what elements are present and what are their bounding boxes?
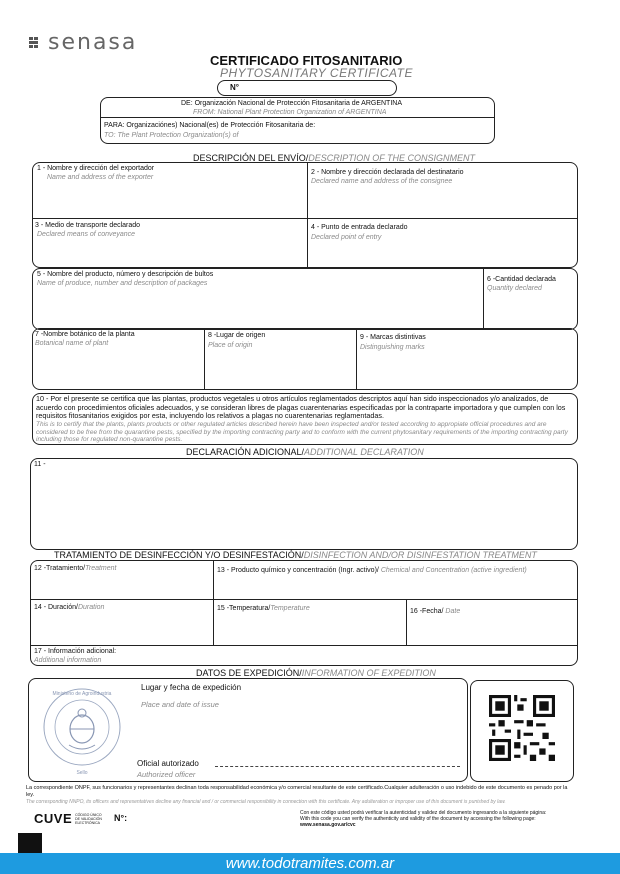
issue-heading-es: DATOS DE EXPEDICIÓN/ [196, 668, 302, 678]
field-13-label [217, 566, 527, 575]
cuve-logo [34, 811, 105, 826]
field-8-label-en: Place of origin [208, 342, 253, 349]
field-9-label-en: Distinguishing marks [360, 344, 425, 351]
certification-statement-box [32, 393, 578, 445]
field-14-en: Duration [77, 604, 105, 611]
qr-box [470, 680, 574, 782]
website-banner[interactable] [0, 853, 620, 874]
parties-divider-h [33, 218, 577, 219]
field-16-es: 16 -Fecha/ [410, 608, 444, 615]
field-5-label: 5 - Nombre del producto, número y descripción de bultos [37, 271, 214, 278]
treatment-divider-2 [406, 599, 407, 645]
field-8-label: 8 -Lugar de origen [208, 332, 266, 339]
additional-declaration-box[interactable] [30, 458, 578, 550]
additional-heading [186, 447, 424, 457]
field-4-label: 4 - Punto de entrada declarado [311, 224, 408, 231]
field-13-en: Chemical and Concentration (active ingredient) [380, 567, 527, 574]
issue-box [28, 678, 468, 782]
ministry-seal-icon [39, 683, 125, 779]
additional-heading-es: DECLARACIÓN ADICIONAL/ [186, 447, 305, 457]
to-label: PARA: Organizaciónes) Nacional(es) de Protección Fitosanitaria de: [104, 122, 316, 129]
field-12-en: Treatment [85, 565, 117, 572]
liability-text: La correspondiente ONPF, sus funcionarios y representantes declinan toda responsabilidad económica y/o comercial resultante de este certificado.Cualquier adulteración o uso indebido de este documento es penado por la ley. [26, 785, 568, 798]
field-1-label-en: Name and address of the exporter [47, 174, 154, 181]
origin-box [32, 328, 578, 390]
field-14-label [34, 603, 104, 612]
field-17-label: 17 - Información adicional: [34, 648, 117, 655]
logo-text: senasa [48, 30, 138, 55]
origin-divider-1 [204, 329, 205, 389]
consignment-heading-en: DESCRIPTION OF THE CONSIGNMENT [308, 153, 476, 163]
issue-heading [196, 668, 436, 678]
field-12-label [34, 564, 117, 573]
consignment-heading-es: DESCRIPCIÓN DEL ENVÍO/ [193, 153, 309, 163]
officer-label-en: Authorized officer [137, 770, 196, 779]
seal-caption: Sello [76, 770, 88, 776]
field-9-label: 9 - Marcas distintivas [360, 334, 426, 341]
field-3-label-en: Declared means of conveyance [37, 231, 136, 238]
field-16-label [410, 607, 460, 616]
field-6-label: 6 -Cantidad declarada [487, 276, 556, 283]
field-10-text: 10 - Por el presente se certifica que las plantas, productos vegetales u otros artículos reglamentados descriptos aquí han sido inspeccionados y/o analizados, de acuerdo con procedimientos oficiales adecuados, y se consideran libres de plagas cuarentenarias especificadas por la contraparte importadora y que cumplen con los requisitos fitosanitarios exigidos por esta, incluyendo los relativos a plagas no cuarentenarias reglamentadas. [36, 394, 566, 420]
issue-place-label-en: Place and date of issue [141, 700, 219, 709]
field-5-label-en: Name of produce, number and description of packages [37, 280, 208, 287]
from-label: DE: Organización Nacional de Protección Fitosanitaria de ARGENTINA [181, 100, 402, 107]
to-label-en: TO: The Plant Protection Organization(s) of [104, 132, 239, 139]
officer-label: Oficial autorizado [137, 759, 199, 768]
treatment-heading-en: DISINFECTION AND/OR DISINFESTATION TREATMENT [303, 550, 537, 560]
field-17-label-en: Additional information [34, 657, 102, 664]
cuve-subtext: CÓDIGO ÚNICO DE VALIDACIÓN ELECTRÓNICA [75, 812, 102, 825]
corner-mark [18, 833, 42, 855]
website-banner-text: www.todotramites.com.ar [225, 855, 395, 872]
issue-heading-en: INFORMATION OF EXPEDITION [301, 668, 436, 678]
field-4-label-en: Declared point of entry [311, 234, 382, 241]
product-divider-v [483, 269, 484, 329]
certificate-number-label: N° [230, 83, 239, 92]
treatment-heading-es: TRATAMIENTO DE DESINFECCIÓN Y/O DESINFESTACIÓN/ [54, 550, 304, 560]
parties-divider-v [307, 163, 308, 267]
field-15-label [217, 604, 310, 613]
verify-text-es: Con este código usted podrá verificar la autenticidad y validez del documento ingresando a la siguiente página: [300, 810, 547, 816]
ministry-seal [39, 683, 125, 779]
from-label-en: FROM: National Plant Protection Organization of ARGENTINA [193, 109, 387, 116]
field-6-label-en: Quantity declared [487, 285, 542, 292]
origin-divider-2 [356, 329, 357, 389]
field-11-label: 11 - [34, 461, 46, 468]
from-to-box [100, 97, 495, 144]
treatment-heading [54, 550, 537, 560]
treatment-divider-h2 [31, 645, 577, 646]
field-3-label: 3 - Medio de transporte declarado [35, 222, 141, 229]
issue-place-label: Lugar y fecha de expedición [141, 683, 242, 692]
treatment-divider-1 [213, 561, 214, 645]
certificate-subtitle: PHYTOSANITARY CERTIFICATE [220, 66, 413, 80]
field-15-en: Temperature [270, 605, 310, 612]
field-14-es: 14 - Duración/ [34, 604, 78, 611]
field-1-label: 1 - Nombre y dirección del exportador [37, 165, 155, 172]
treatment-divider-h1 [31, 599, 577, 600]
verify-text-en: With this code you can verify the authenticity and validity of the document by accessing the following page: [300, 816, 536, 822]
consignment-parties-box [32, 162, 578, 268]
senasa-emblem-icon [28, 35, 44, 51]
field-16-en: Date [445, 608, 461, 615]
field-10-text-en: This is to certify that the plants, plants products or other regulated articles described herein have been inspected and/or tested according to appropiate official procedures and are considered to be free from the quarantine pests, specified by the importing contracting party and to conform with the current phytosanitary requirements of the importing contracting party including those for regulated non-quarantine pests. [36, 421, 568, 443]
treatment-box [30, 560, 578, 666]
cuve-text: CUVE [34, 811, 73, 826]
product-box [32, 268, 578, 330]
from-to-divider [101, 117, 494, 118]
officer-signature-line[interactable] [215, 766, 460, 767]
senasa-logo [28, 30, 137, 55]
seal-text: Ministerio de Agroindustria [52, 691, 112, 697]
verify-url[interactable]: www.senasa.gov.ar/cvc [300, 822, 356, 828]
field-2-label: 2 - Nombre y dirección declarada del destinatario [311, 169, 464, 176]
verify-text [300, 810, 590, 828]
certificate-title: CERTIFICADO FITOSANITARIO [210, 53, 403, 68]
field-7-label: 7 -Nombre botánico de la planta [35, 331, 135, 338]
field-7-label-en: Botanical name of plant [35, 340, 109, 347]
field-2-label-en: Declared name and address of the consignee [311, 178, 453, 185]
field-15-es: 15 -Temperatura/ [217, 605, 271, 612]
certificate-number-box[interactable] [217, 80, 397, 96]
additional-heading-en: ADDITIONAL DECLARATION [304, 447, 424, 457]
field-13-es: 13 - Producto químico y concentración (Ingr. activo)/ [217, 567, 379, 574]
field-12-es: 12 -Tratamiento/ [34, 565, 86, 572]
cuve-number-label: N°: [114, 813, 128, 823]
liability-text-en: The corresponding NNPO, its officers and representatives decline any financial and / or commercial responsibility in connection with this certificate. Any adulteration or improper use of this document is punished by law. [26, 799, 506, 805]
qr-code-icon [489, 695, 555, 761]
